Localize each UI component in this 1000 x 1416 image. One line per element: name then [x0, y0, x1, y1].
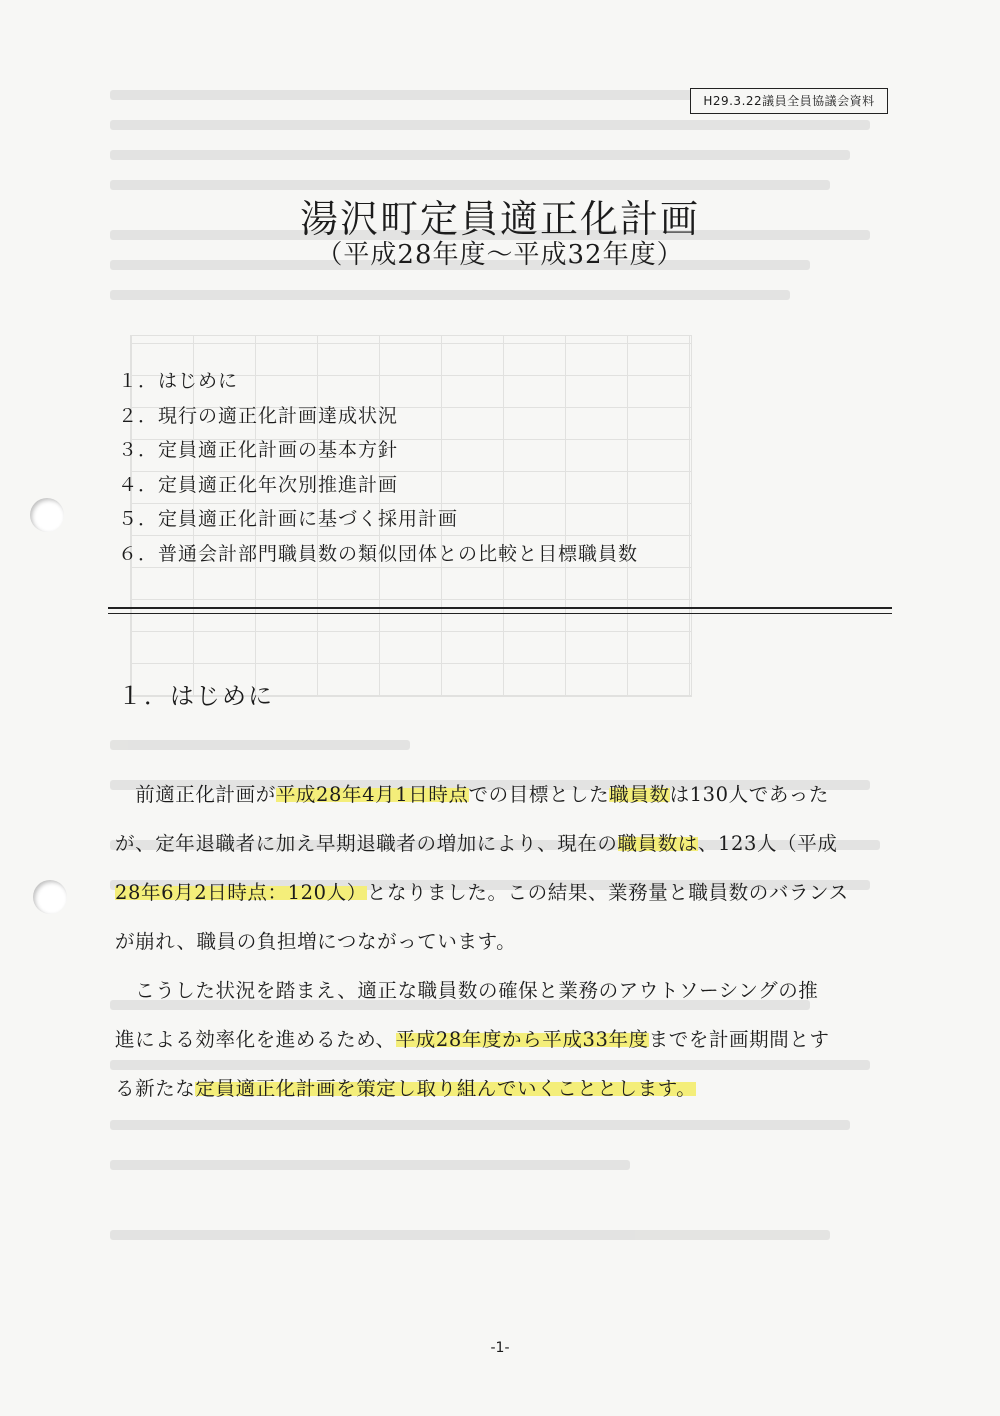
toc-item: ３．定員適正化計画の基本方針: [118, 439, 399, 461]
toc-item: ４．定員適正化年次別推進計画: [118, 473, 399, 496]
divider-double-rule-top: [108, 607, 892, 609]
paragraph-line: [115, 1015, 905, 1064]
paragraph-line: [115, 1064, 905, 1113]
paragraph-line: [115, 868, 905, 917]
text-run: 進による効率化を進めるため、: [115, 1028, 396, 1051]
highlighted-text: 職員数: [609, 783, 670, 806]
paragraph-line: [115, 819, 905, 868]
text-run: こうした状況を踏まえ、適正な職員数の確保と業務のアウトソーシングの推: [115, 979, 819, 1002]
highlighted-text: 28年6月2日時点：120人）: [115, 881, 367, 904]
document-subtitle: （平成28年度～平成32年度）: [316, 240, 684, 270]
meeting-material-stamp: H29.3.22議員全員協議会資料: [690, 88, 888, 114]
toc-item: ６．普通会計部門職員数の類似団体との比較と目標職員数: [118, 542, 639, 565]
highlighted-text: 定員適正化計画を策定し取り組んでいくこととします。: [195, 1077, 697, 1100]
highlighted-text: 平成28年4月1日時点: [275, 783, 469, 806]
text-run: となりました。この結果、業務量と職員数のバランス: [366, 881, 849, 904]
paragraph-line: [115, 770, 905, 819]
text-run: が、定年退職者に加え早期退職者の増加により、現在の: [115, 832, 618, 855]
document-title: 湯沢町定員適正化計画: [299, 197, 700, 241]
text-run: は130人であった: [669, 783, 829, 806]
section-heading: １．はじめに: [118, 682, 274, 710]
divider-double-rule-bottom: [108, 613, 892, 614]
paragraph-line: [115, 966, 905, 1015]
toc-item: ２．現行の適正化計画達成状況: [118, 404, 399, 427]
section-paragraph-2: [115, 966, 905, 1113]
text-run: 前適正化計画が: [115, 783, 276, 806]
section-paragraph-1: [115, 770, 905, 966]
text-run: が崩れ、職員の負担増につながっています。: [115, 930, 517, 953]
text-run: までを計画期間とす: [648, 1028, 830, 1051]
text-run: 、123人（平成: [697, 832, 838, 855]
toc-item: ５．定員適正化計画に基づく採用計画: [118, 508, 459, 530]
text-run: る新たな: [115, 1077, 196, 1100]
table-of-contents: [118, 366, 638, 573]
toc-item: １．はじめに: [118, 370, 239, 392]
text-run: での目標とした: [468, 783, 610, 806]
punch-hole-bottom: [33, 880, 67, 914]
page-number: -1-: [490, 1340, 510, 1356]
punch-hole-top: [30, 498, 64, 532]
highlighted-text: 職員数は: [617, 832, 698, 855]
paragraph-line: [115, 917, 905, 966]
highlighted-text: 平成28年度から平成33年度: [395, 1028, 649, 1051]
